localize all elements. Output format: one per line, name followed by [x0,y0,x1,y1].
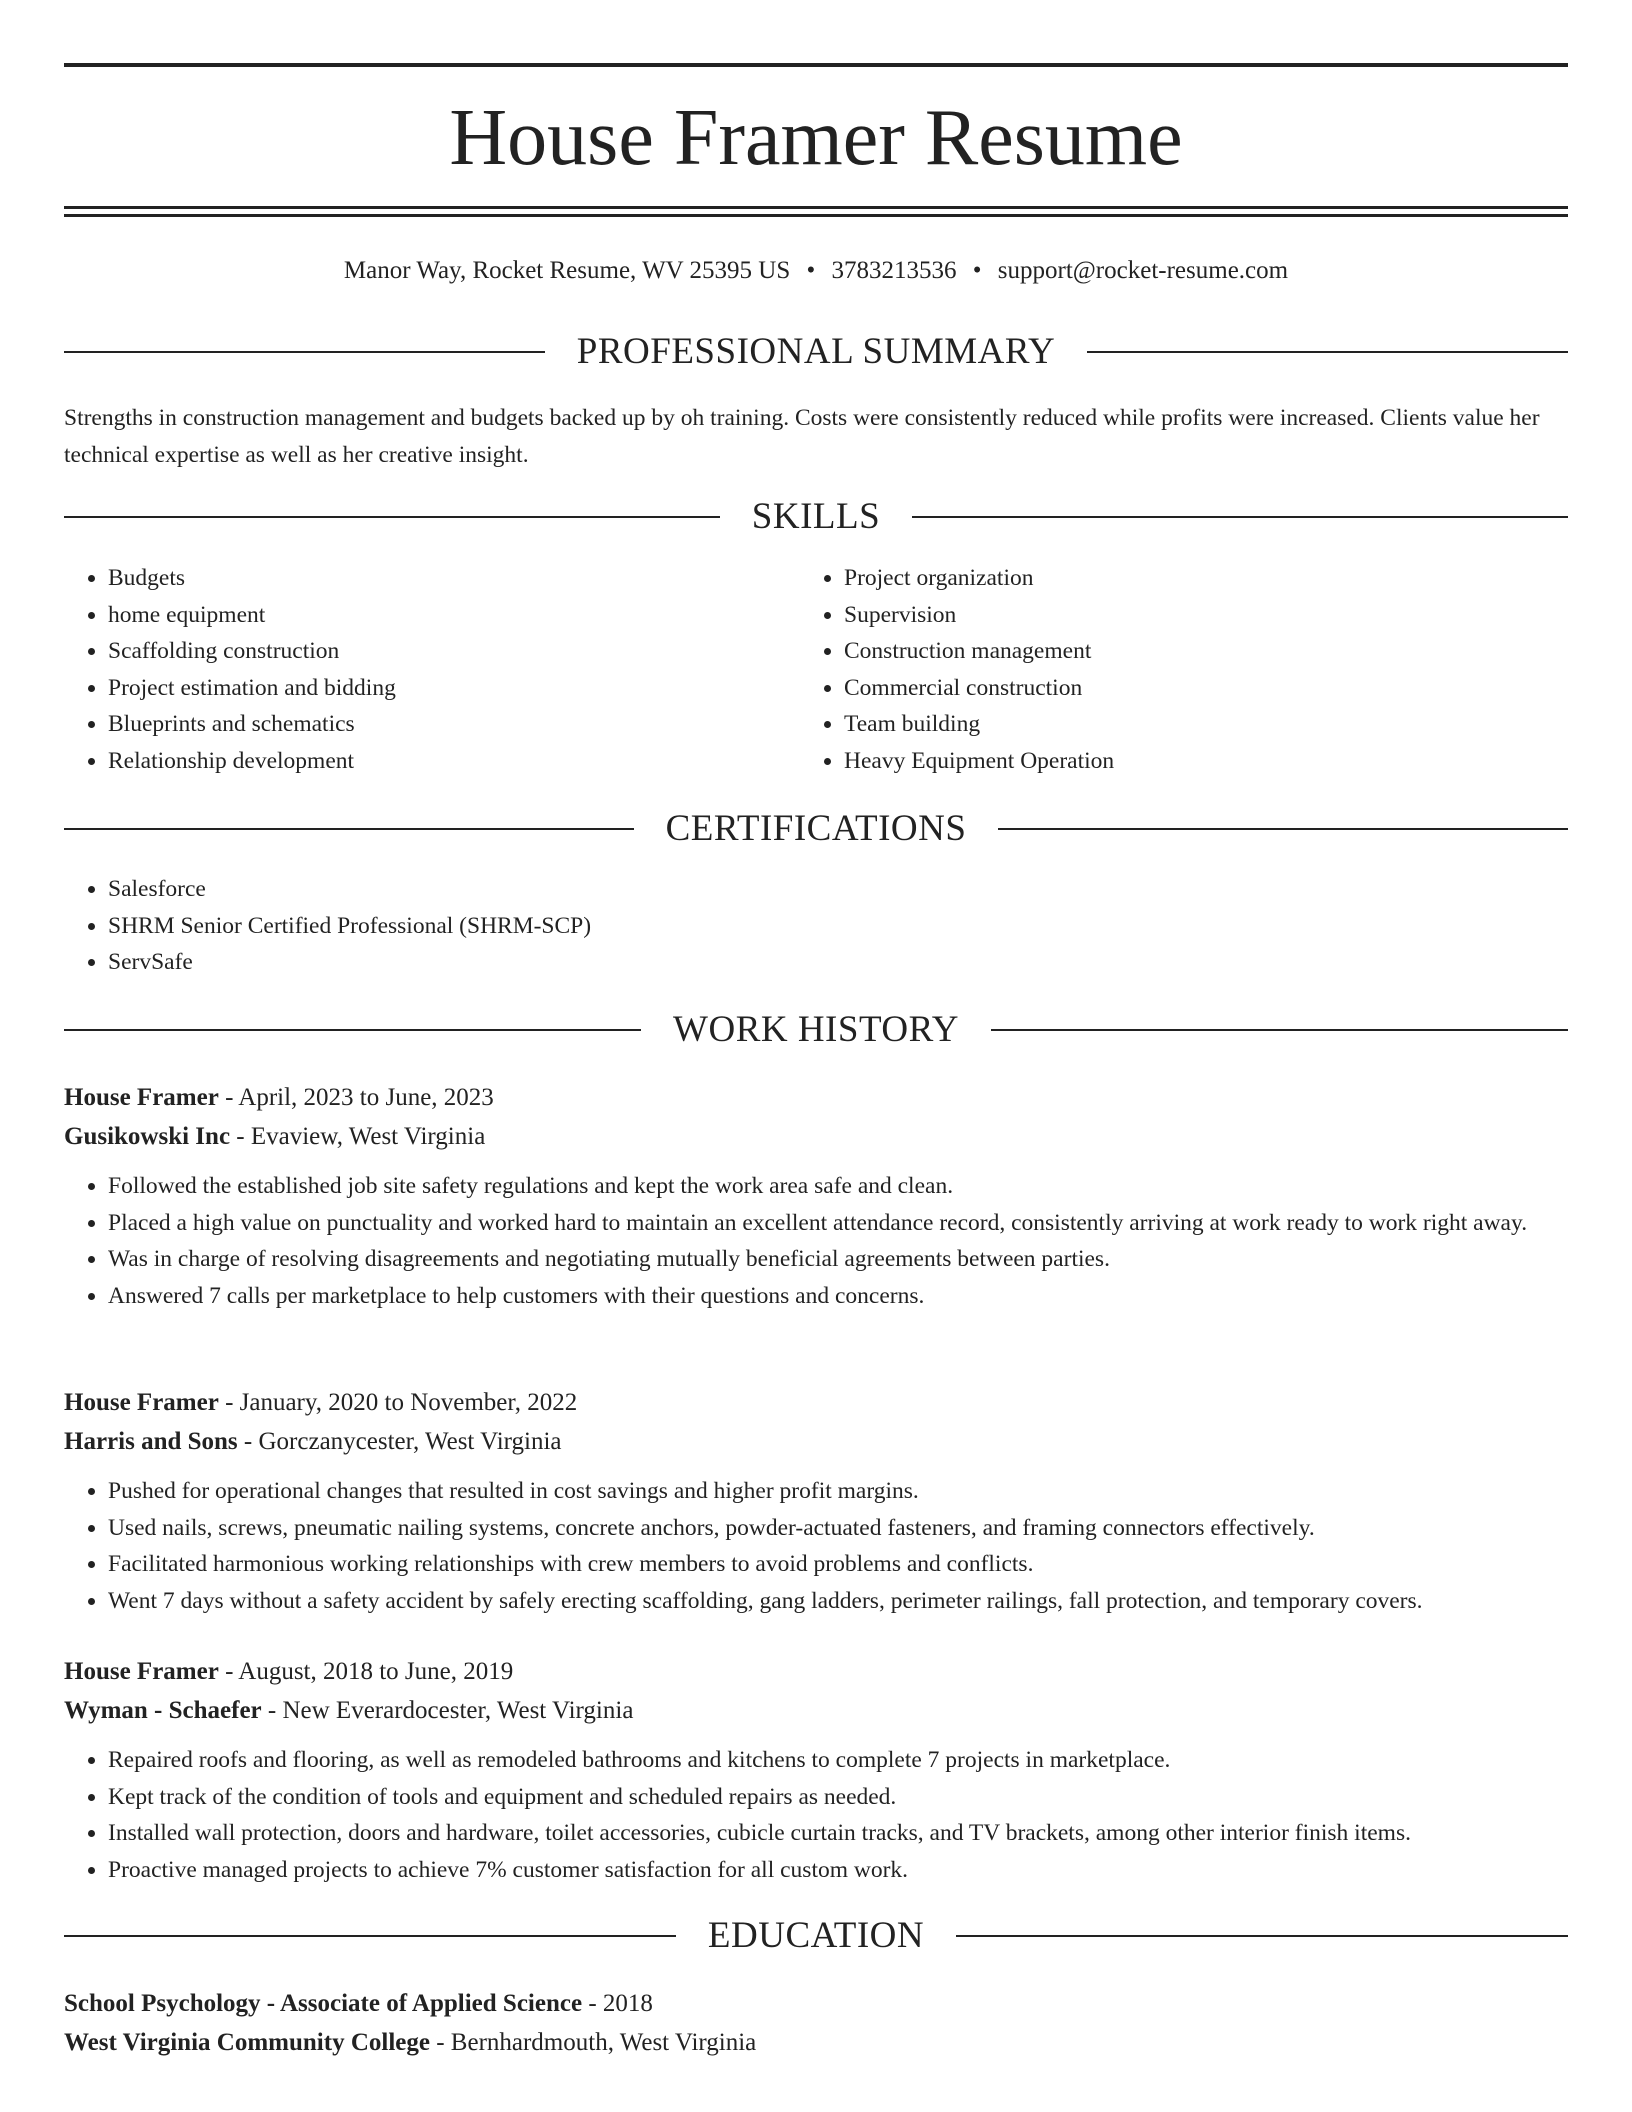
job-bullet: • Facilitated harmonious working relationships with crew members to avoid problems and conflicts. [108,1546,1568,1583]
job-bullet: • Pushed for operational changes that resulted in cost savings and higher profit margins. [108,1473,1568,1510]
job-title: House Framer [64,1658,219,1685]
skill-item: • Blueprints and schematics [108,706,764,743]
resume-title: House Framer Resume [449,94,1183,182]
skill-item: • Team building [844,706,1500,743]
education-location: - Bernhardmouth, West Virginia [429,2029,757,2056]
job-company-line [64,1691,1568,1730]
job-bullet: • Answered 7 calls per marketplace to help customers with their questions and concerns. [108,1278,1568,1315]
job-title: House Framer [64,1389,219,1416]
skill-item: • Budgets [108,560,764,597]
education-entry [64,1984,1568,2062]
contact-phone: 3783213536 [831,257,957,284]
job-title-line [64,1652,1568,1691]
section-title: SKILLS [751,496,881,537]
top-rule [64,63,1568,67]
skill-item: • Project organization [844,560,1500,597]
certifications-heading [64,805,1568,853]
job-bullet: • Followed the established job site safety regulations and kept the work area safe and clean. [108,1168,1568,1205]
job-bullet: • Kept track of the condition of tools and equipment and scheduled repairs as needed. [108,1779,1568,1816]
contact-separator: • [972,257,982,284]
job-bullet: • Was in charge of resolving disagreements and negotiating mutually beneficial agreements between parties. [108,1241,1568,1278]
job-location: - New Everardocester, West Virginia [261,1697,634,1724]
contact-email: support@rocket-resume.com [997,257,1289,284]
heading-rule [956,1935,1568,1937]
education-school: West Virginia Community College [64,2029,430,2056]
education-school-line [64,2023,1568,2062]
skill-item: • Construction management [844,633,1500,670]
title-rule-upper [64,206,1568,209]
job-entry [64,1078,1568,1314]
job-bullet: • Installed wall protection, doors and hardware, toilet accessories, cubicle curtain tracks, and TV brackets, among other interior finish items. [108,1815,1568,1852]
work-history-heading [64,1006,1568,1054]
skills-left-column [64,560,764,779]
job-title-line [64,1383,1568,1422]
section-title: WORK HISTORY [673,1009,959,1050]
job-title: House Framer [64,1084,219,1111]
section-title: EDUCATION [707,1915,925,1956]
heading-rule [998,828,1568,830]
job-dates: - January, 2020 to November, 2022 [218,1389,578,1416]
heading-rule [64,1029,641,1031]
heading-rule [991,1029,1568,1031]
job-bullet: • Repaired roofs and flooring, as well as remodeled bathrooms and kitchens to complete 7 projects in marketplace. [108,1742,1568,1779]
heading-rule [912,516,1568,518]
section-title: CERTIFICATIONS [665,808,967,849]
job-location: - Gorczanycester, West Virginia [237,1428,562,1455]
skill-item: • Relationship development [108,743,764,780]
skill-item: • Commercial construction [844,670,1500,707]
job-company: Gusikowski Inc [64,1123,231,1150]
section-title: PROFESSIONAL SUMMARY [576,331,1056,372]
job-location: - Evaview, West Virginia [230,1123,486,1150]
job-dates: - April, 2023 to June, 2023 [218,1084,494,1111]
contact-separator: • [806,257,816,284]
skill-item: • Scaffolding construction [108,633,764,670]
job-entry [64,1652,1568,1888]
education-degree-line [64,1984,1568,2023]
job-bullet: • Went 7 days without a safety accident by safely erecting scaffolding, gang ladders, perimeter railings, fall protection, and temporary covers. [108,1583,1568,1620]
heading-rule [64,828,634,830]
heading-rule [64,516,720,518]
job-company-line [64,1117,1568,1156]
skills-heading [64,493,1568,541]
job-company: Wyman - Schaefer [64,1697,262,1724]
certification-item: • ServSafe [108,944,1568,981]
skill-item: • home equipment [108,597,764,634]
certifications-list [64,871,1568,981]
job-dates: - August, 2018 to June, 2019 [218,1658,514,1685]
education-year: - 2018 [582,1990,653,2017]
heading-rule [64,351,545,353]
education-heading [64,1912,1568,1960]
job-company-line [64,1422,1568,1461]
certification-item: • SHRM Senior Certified Professional (SHRM-SCP) [108,908,1568,945]
job-bullet: • Proactive managed projects to achieve 7% customer satisfaction for all custom work. [108,1852,1568,1889]
skill-item: • Heavy Equipment Operation [844,743,1500,780]
summary-heading [64,328,1568,376]
education-degree: School Psychology - Associate of Applied Science [64,1990,583,2017]
skill-item: • Project estimation and bidding [108,670,764,707]
job-title-line [64,1078,1568,1117]
job-company: Harris and Sons [64,1428,238,1455]
title-rule-lower [64,214,1568,217]
job-bullet: • Placed a high value on punctuality and worked hard to maintain an excellent attendance record, consistently arriving at work ready to work right away. [108,1205,1568,1242]
contact-line [64,254,1568,288]
contact-address: Manor Way, Rocket Resume, WV 25395 US [343,257,791,284]
certification-item: • Salesforce [108,871,1568,908]
heading-rule [1087,351,1568,353]
skill-item: • Supervision [844,597,1500,634]
job-entry [64,1383,1568,1619]
summary-text: Strengths in construction management and budgets backed up by oh training. Costs were consistently reduced while profits were increased. Clients value her technical expertise as well as her creative insight. [64,405,1540,468]
heading-rule [64,1935,676,1937]
job-bullet: • Used nails, screws, pneumatic nailing systems, concrete anchors, powder-actuated fasteners, and framing connectors effectively. [108,1510,1568,1547]
skills-right-column [800,560,1500,779]
